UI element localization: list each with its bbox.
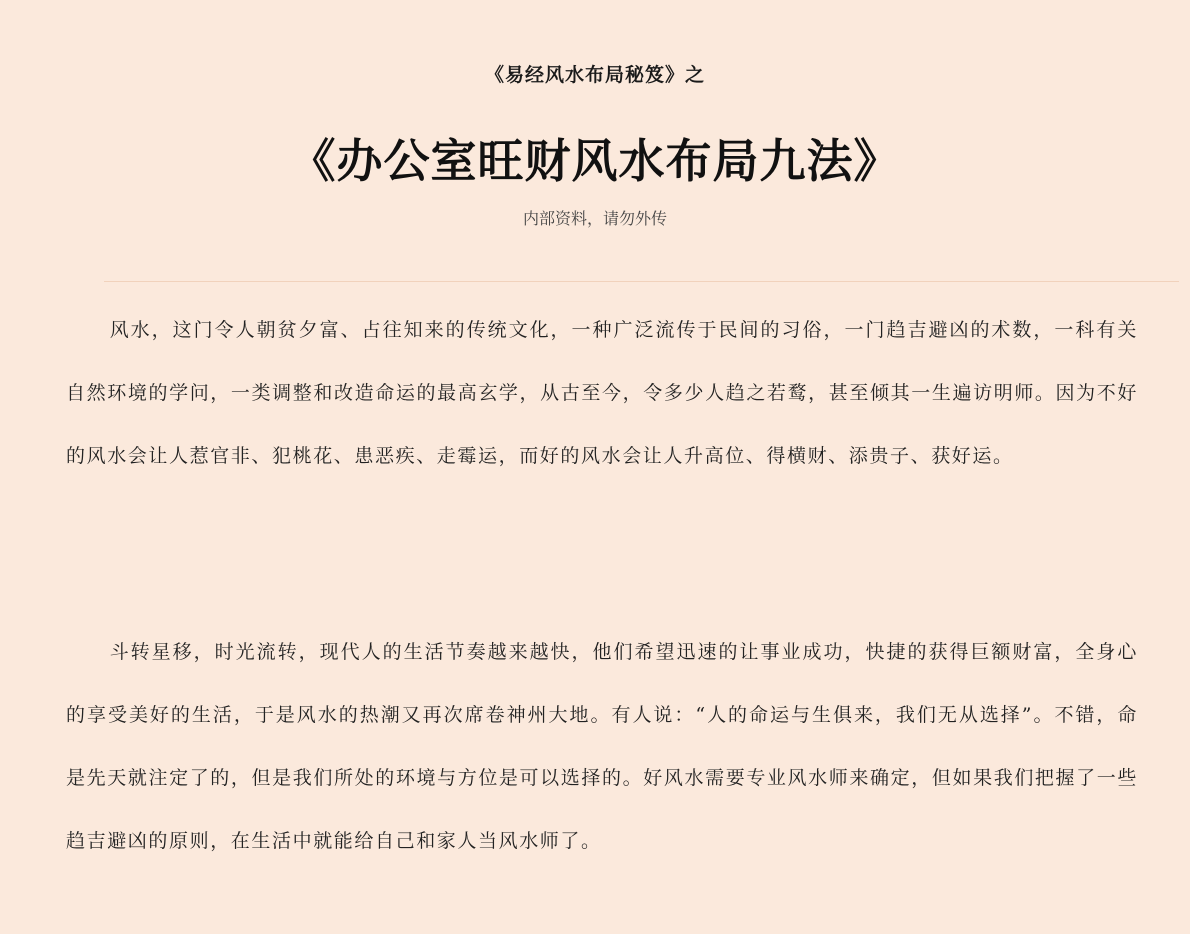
confidential-note: 内部资料，请勿外传: [522, 209, 667, 228]
header-divider: [104, 281, 1179, 282]
paragraph-intro: 风水，这门令人朝贫夕富、占往知来的传统文化，一种广泛流传于民间的习俗，一门趋吉避凶的术数，一科有关自然环境的学问，一类调整和改造命运的最高玄学，从古至今，令多少人趋之若鹜，甚至倾其一生遍访明师。因为不好的风水会让人惹官非、犯桃花、患恶疾、走霉运，而好的风水会让人升高位、得横财、添贵子、获好运。: [66, 319, 1138, 467]
document-title: 《办公室旺财风水布局九法》: [289, 134, 901, 188]
paragraph-second: 斗转星移，时光流转，现代人的生活节奏越来越快，他们希望迅速的让事业成功，快捷的获得巨额财富，全身心的享受美好的生活，于是风水的热潮又再次席卷神州大地。有人说：“人的命运与生俱来，我们无从选择”。不错，命是先天就注定了的，但是我们所处的环境与方位是可以选择的。好风水需要专业风水师来确定，但如果我们把握了一些趋吉避凶的原则，在生活中就能给自己和家人当风水师了。: [66, 641, 1138, 852]
document-subtitle: 《易经风水布局秘笈》之: [484, 64, 705, 86]
